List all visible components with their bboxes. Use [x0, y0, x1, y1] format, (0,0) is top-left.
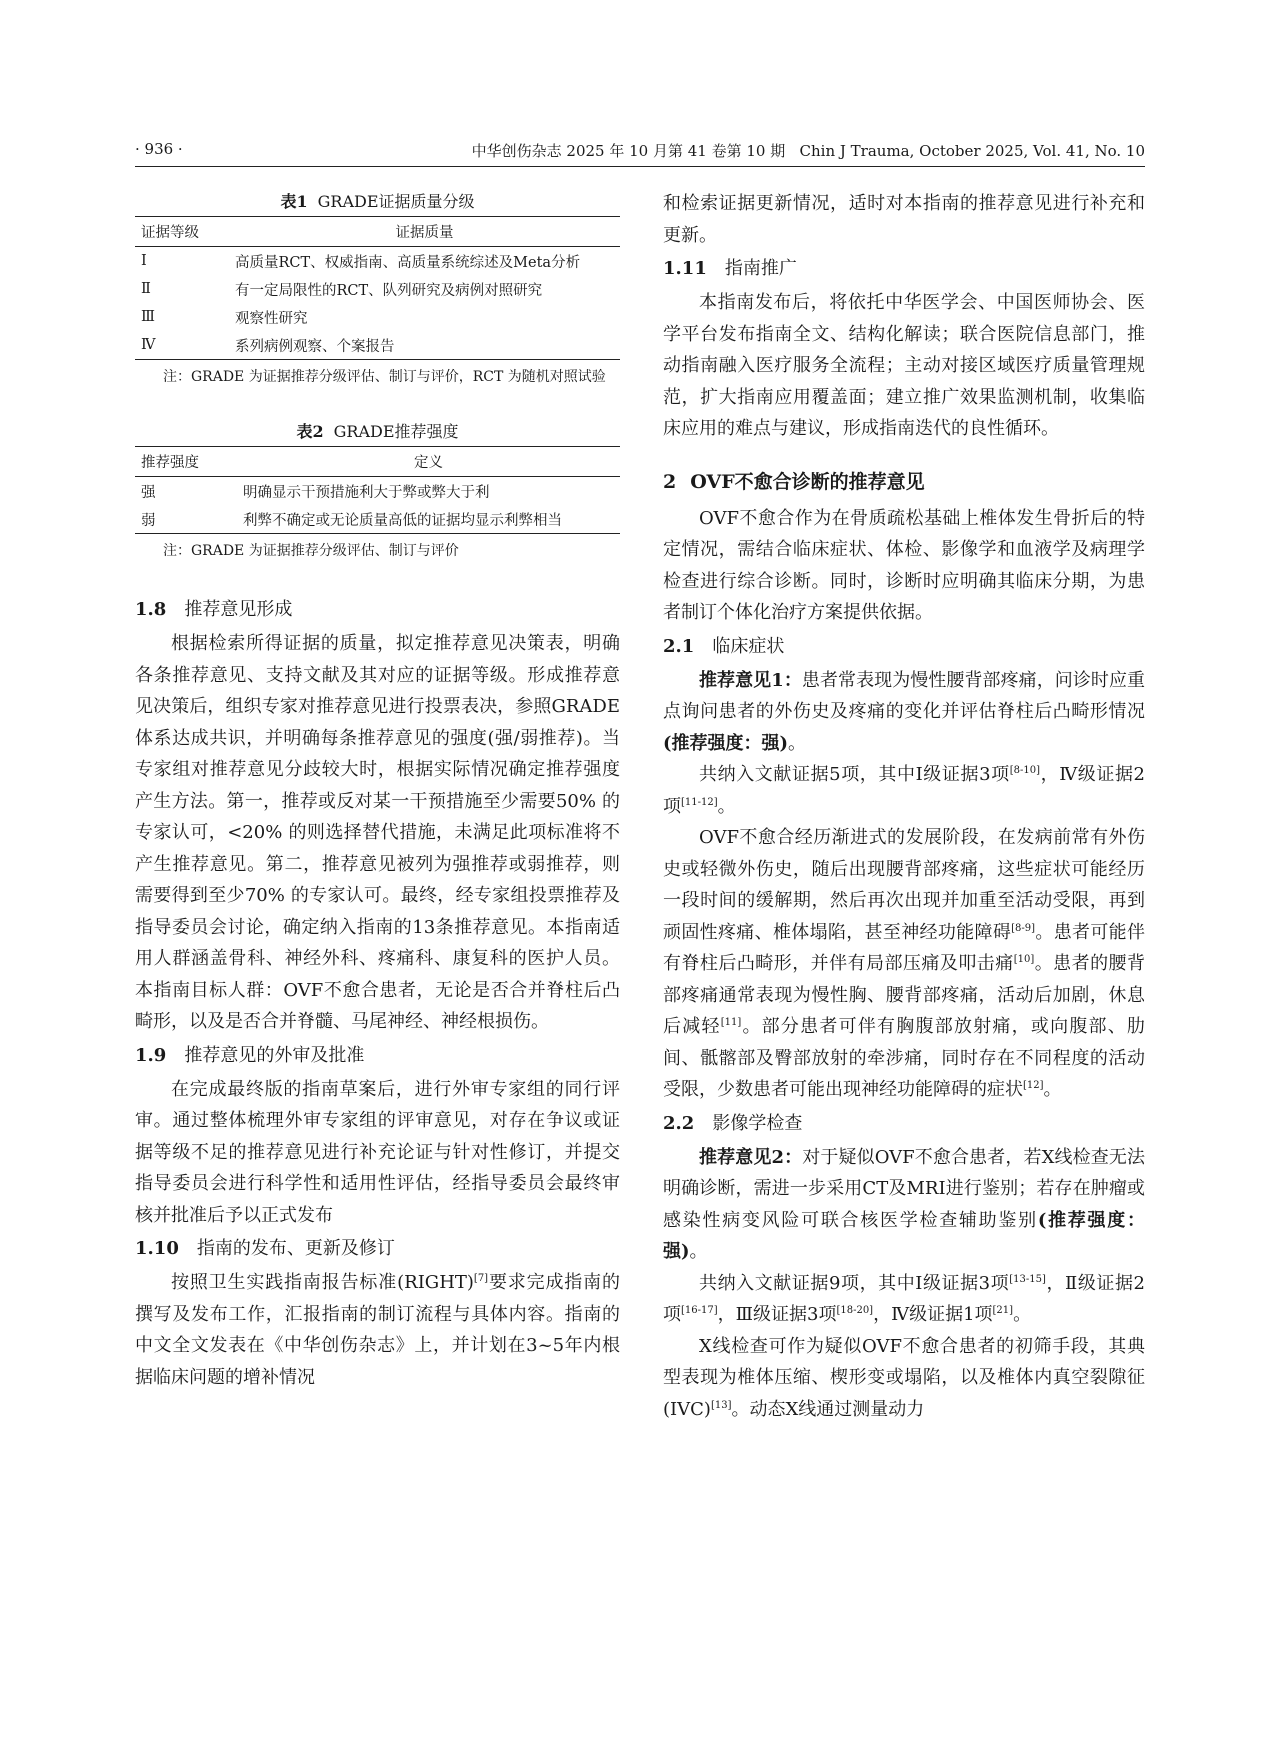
section-number: 2.2: [663, 1112, 695, 1134]
section-heading: [663, 1106, 1145, 1142]
table-cell: 利弊不确定或无论质量高低的证据均显示利弊相当: [237, 505, 620, 534]
text-run: 共纳入文献证据9项，其中Ⅰ级证据3项: [699, 1272, 1010, 1294]
table2-caption: [135, 418, 620, 446]
paragraph: [663, 822, 1145, 1106]
recommendation-strength: (推荐强度：强): [663, 732, 789, 754]
section-heading: [135, 1038, 620, 1074]
table-cell: 弱: [135, 505, 237, 534]
citation: [12]: [1023, 1080, 1044, 1091]
section-heading: [135, 592, 620, 628]
table2-header-strength: 推荐强度: [135, 447, 237, 477]
table1-caption-title: GRADE证据质量分级: [317, 192, 475, 211]
text-run: X线检查可作为疑似OVF不愈合患者的初筛手段，其典型表现为椎体压缩、楔形变或塌陷，以及椎体内真空裂隙征(IVC): [663, 1335, 1145, 1420]
text-run: 。: [717, 795, 736, 817]
table-cell: 高质量RCT、权威指南、高质量系统综述及Meta分析: [235, 254, 581, 271]
recommendation-label: 推荐意见2：: [699, 1146, 803, 1168]
text-run: 。动态X线通过测量动力: [731, 1398, 925, 1420]
table-cell: Ⅲ: [141, 309, 155, 325]
text-run: ，Ⅳ级证据1项: [873, 1304, 993, 1325]
right-column: [663, 188, 1145, 1425]
section-title: 影像学检查: [712, 1112, 803, 1134]
table-cell: Ⅳ: [135, 331, 229, 360]
citation: [16-17]: [681, 1305, 718, 1316]
citation: [18-20]: [836, 1305, 874, 1316]
table-cell: 明确显示干预措施利大于弊或弊大于利: [243, 484, 490, 501]
paragraph: OVF不愈合作为在骨质疏松基础上椎体发生骨折后的特定情况，需结合临床症状、体检、影像学和血液学及病理学检查进行综合诊断。同时，诊断时应明确其临床分期，为患者制订个体化治疗方案提供依据。: [663, 507, 1145, 623]
table-row: [135, 303, 620, 331]
recommendation: [663, 1142, 1145, 1268]
table2-header-row: [135, 447, 620, 477]
section-title: 临床症状: [712, 635, 785, 657]
text-run: 对于疑似OVF不愈合患者，若X线检查无法明确诊断，需进一步采用CT及MRI进行鉴别；若存在肿瘤或感染性病变风险可联合核医学检查辅助鉴别: [663, 1146, 1145, 1231]
table1-caption: [135, 188, 620, 216]
paragraph: 在完成最终版的指南草案后，进行外审专家组的同行评审。通过整体梳理外审专家组的评审意见，对存在争议或证据等级不足的推荐意见进行补充论证与针对性修订，并提交指导委员会进行科学性和适用性评估，经指导委员会最终审核并批准后予以正式发布: [135, 1078, 620, 1226]
section-title: 指南推广: [724, 258, 797, 279]
recommendation-label: 推荐意见1：: [699, 669, 802, 691]
section-number: 1.11: [663, 258, 707, 279]
section-heading: [135, 1231, 620, 1267]
table-row: [135, 275, 620, 303]
citation: [13]: [710, 1399, 732, 1411]
citation: [7]: [473, 1273, 489, 1284]
paragraph-continued: 和检索证据更新情况，适时对本指南的推荐意见进行补充和更新。: [663, 193, 1145, 246]
evidence-summary: [663, 759, 1145, 822]
section-title: 指南的发布、更新及修订: [196, 1238, 395, 1259]
text-run: 。: [1013, 1304, 1032, 1325]
table2-caption-label: 表2: [296, 422, 324, 441]
table1-caption-label: 表1: [280, 192, 308, 211]
section-number: 1.8: [135, 599, 167, 620]
page-header: [135, 140, 1145, 164]
journal-info: 中华创伤杂志 2025 年 10 月第 41 卷第 10 期 Chin J Trauma, October 2025, Vol. 41, No. 10: [471, 142, 1145, 160]
section-heading: [663, 251, 1145, 287]
citation: [21]: [992, 1305, 1014, 1316]
text-run: ，Ⅱ级证据2项: [663, 1272, 1146, 1325]
section-title: OVF不愈合诊断的推荐意见: [690, 470, 925, 493]
text-run: 。患者可能伴有脊柱后凸畸形，并伴有局部压痛及叩击痛: [663, 921, 1146, 974]
recommendation-strength: (推荐强度：强): [663, 1209, 1145, 1262]
evidence-summary: [663, 1268, 1145, 1331]
table-cell: 观察性研究: [235, 310, 308, 327]
section-title: 推荐意见形成: [184, 599, 293, 620]
section-title: 推荐意见的外审及批准: [184, 1044, 365, 1066]
page-number: · 936 ·: [135, 140, 183, 158]
table-cell: 有一定局限性的RCT、队列研究及病例对照研究: [235, 282, 543, 299]
recommendation: [663, 665, 1145, 760]
table1-header-quality: 证据质量: [229, 217, 620, 247]
table2-header-definition: 定义: [237, 447, 620, 477]
paragraph: [135, 1267, 620, 1393]
citation: [11-12]: [681, 796, 718, 808]
text-run: 。: [788, 732, 807, 754]
table2-caption-title: GRADE推荐强度: [333, 422, 459, 441]
table1-header-level: 证据等级: [135, 217, 229, 247]
text-run: 患者常表现为慢性腰背部疼痛，问诊时应重点询问患者的外伤史及疼痛的变化并评估脊柱后凸畸形情况: [663, 669, 1146, 722]
text-run: 共纳入文献证据5项，其中Ⅰ级证据3项: [699, 764, 1010, 785]
text-run: 。: [1043, 1079, 1062, 1100]
paragraph: [663, 1331, 1145, 1426]
table-row: [135, 477, 620, 506]
text-run: ，Ⅳ级证据2项: [663, 764, 1146, 817]
text-run: 。: [689, 1241, 708, 1262]
citation: [13-15]: [1009, 1273, 1046, 1285]
citation: [11]: [720, 1017, 742, 1028]
table1: [135, 216, 620, 360]
section-heading: [663, 461, 1145, 503]
paragraph: 根据检索所得证据的质量，拟定推荐意见决策表，明确各条推荐意见、支持文献及其对应的证据等级。形成推荐意见决策后，组织专家对推荐意见进行投票表决，参照GRADE体系达成共识，并明确每条推荐意见的强度(强/弱推荐)。当专家组对推荐意见分歧较大时，根据实际情况确定推荐强度产生方法。第一，推荐或反对某一干预措施至少需要50% 的专家认可，<20% 的则选择替代措施，未满足此项标准将不产生推荐意见。第二，推荐意见被列为强推荐或弱推荐，则需要得到至少70% 的专家认可。最终，经专家组投票推荐及指导委员会讨论，确定纳入指南的13条推荐意见。本指南适用人群涵盖骨科、神经外科、疼痛科、康复科的医护人员。本指南目标人群：OVF不愈合患者，无论是否合并脊柱后凸畸形，以及是否合并脊髓、马尾神经、神经根损伤。: [135, 633, 620, 1032]
text-run: 。患者的腰背部疼痛通常表现为慢性胸、腰背部疼痛，活动后加剧，休息后减轻: [663, 953, 1146, 1037]
table-row: [135, 505, 620, 534]
table-cell: Ⅰ: [141, 253, 147, 269]
table-cell: 强: [141, 484, 156, 501]
text-run: OVF不愈合经历渐进式的发展阶段，在发病前常有外伤史或轻微外伤史，随后出现腰背部疼痛，这些症状可能经历一段时间的缓解期，然后再次出现并加重至活动受限，再到顽固性疼痛、椎体塌陷，甚至神经功能障碍: [663, 827, 1145, 943]
section-number: 1.10: [135, 1238, 179, 1259]
citation: [8-9]: [1011, 922, 1036, 934]
text-run: 。部分患者可伴有胸腹部放射痛，或向腹部、肋间、骶髂部及臀部放射的牵涉痛，同时存在不同程度的活动受限，少数患者可能出现神经功能障碍的症状: [663, 1016, 1146, 1100]
text-run: 要求完成指南的撰写及发布工作，汇报指南的制订流程与具体内容。指南的中文全文发表在《中华创伤杂志》上，并计划在3~5年内根据临床问题的增补情况: [135, 1272, 620, 1388]
citation: [8-10]: [1009, 765, 1040, 776]
citation: [10]: [1013, 954, 1035, 965]
table2-note: 注：GRADE 为证据推荐分级评估、制订与评价: [163, 543, 459, 559]
section-heading: [663, 629, 1145, 665]
table-row: [135, 247, 620, 276]
text-run: ，Ⅲ级证据3项: [717, 1304, 837, 1325]
table2: [135, 446, 620, 534]
section-number: 2.1: [663, 635, 695, 657]
header-rule: [135, 166, 1145, 167]
table-cell: Ⅱ: [141, 281, 151, 297]
text-run: 按照卫生实践指南报告标准(RIGHT): [171, 1272, 474, 1293]
table-row: [135, 331, 620, 360]
table-cell: 系列病例观察、个案报告: [229, 331, 620, 360]
section-number: 2: [663, 470, 677, 493]
paragraph: 本指南发布后，将依托中华医学会、中国医师协会、医学平台发布指南全文、结构化解读；联合医院信息部门，推动指南融入医疗服务全流程；主动对接区域医疗质量管理规范，扩大指南应用覆盖面；建立推广效果监测机制，收集临床应用的难点与建议，形成指南迭代的良性循环。: [663, 292, 1145, 439]
table1-note: 注：GRADE 为证据推荐分级评估、制订与评价，RCT 为随机对照试验: [163, 369, 606, 385]
section-number: 1.9: [135, 1044, 167, 1066]
table1-header-row: [135, 217, 620, 247]
left-column: [135, 188, 620, 1393]
